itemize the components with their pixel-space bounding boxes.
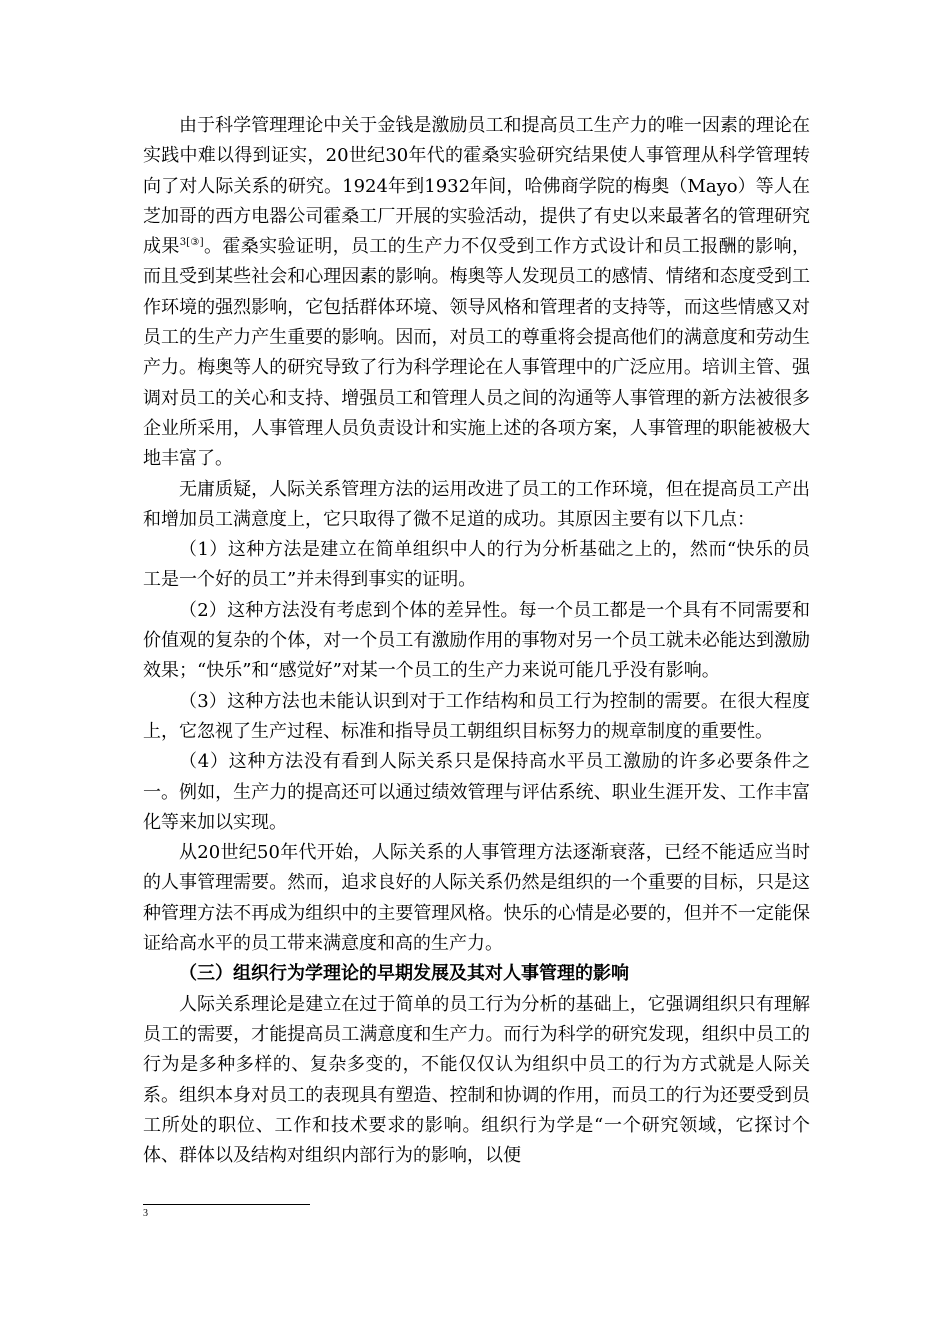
paragraph-org-behavior: 人际关系理论是建立在过于简单的员工行为分析的基础上，它强调组织只有理解员工的需要，才能提高员工满意度和生产力。而行为科学的研究发现，组织中员工的行为是多种多样的、复杂多变的，不能仅仅认为组织中员工的行为方式就是人际关系。组织本身对员工的表现具有塑造、控制和协调的作用，而员工的行为还要受到员工所处的职位、工作和技术要求的影响。组织行为学是“一个研究领域，它探讨个体、群体以及结构对组织内部行为的影响，以便: [143, 993, 810, 1167]
paragraph-point-3: （3）这种方法也未能认识到对于工作结构和员工行为控制的需要。在很大程度上，它忽视了生产过程、标准和指导员工朝组织目标努力的规章制度的重要性。: [143, 690, 810, 742]
paragraph-point-4: （4）这种方法没有看到人际关系只是保持高水平员工激励的许多必要条件之一。例如，生产力的提高还可以通过绩效管理与评估系统、职业生涯开发、工作丰富化等来加以实现。: [143, 751, 810, 833]
paragraph-point-2: （2）这种方法没有考虑到个体的差异性。每一个员工都是一个具有不同需要和价值观的复杂的个体，对一个员工有激励作用的事物对另一个员工就未必能达到激励效果；“快乐”和“感觉好”对某一个员工的生产力来说可能几乎没有影响。: [143, 599, 810, 682]
footnote-number: 3: [143, 1208, 148, 1219]
body-text: [143, 111, 810, 1171]
footnote-divider: [143, 1204, 310, 1205]
paragraph-decline: 从20世纪50年代开始，人际关系的人事管理方法逐渐衰落，已经不能适应当时的人事管理需要。然而，追求良好的人际关系仍然是组织的一个重要的目标，只是这种管理方法不再成为组织中的主要管理风格。快乐的心情是必要的，但并不一定能保证给高水平的员工带来满意度和高的生产力。: [143, 842, 810, 955]
paragraph-point-1: （1）这种方法是建立在简单组织中人的行为分析基础之上的，然而“快乐的员工是一个好的员工”并未得到事实的证明。: [143, 539, 810, 591]
section-heading: （三）组织行为学理论的早期发展及其对人事管理的影响: [179, 963, 629, 985]
paragraph-hawthorne: 由于科学管理理论中关于金钱是激励员工和提高员工生产力的唯一因素的理论在实践中难以得到证实，20世纪30年代的霍桑实验研究结果使人事管理从科学管理转向了对人际关系的研究。1924年到1932年间，哈佛商学院的梅奥（Mayo）等人在芝加哥的西方电器公司霍桑工厂开展的实验活动，提供了有史以来最著名的管理研究成果$^{3[③]}$。霍桑实验证明，员工的生产力不仅受到工作方式设计和员工报酬的影响，而且受到某些社会和心理因素的影响。梅奥等人发现员工的感情、情绪和态度受到工作环境的强烈影响，它包括群体环境、领导风格和管理者的支持等，而这些情感又对员工的生产力产生重要的影响。因而，对员工的尊重将会提高他们的满意度和劳动生产力。梅奥等人的研究导致了行为科学理论在人事管理中的广泛应用。培训主管、强调对员工的关心和支持、增强员工和管理人员之间的沟通等人事管理的新方法被很多企业所采用，人事管理人员负责设计和实施上述的各项方案，人事管理的职能被极大地丰富了。: [143, 115, 810, 470]
paragraph-limitations-intro: 无庸质疑，人际关系管理方法的运用改进了员工的工作环境，但在提高员工产出和增加员工满意度上，它只取得了微不足道的成功。其原因主要有以下几点：: [143, 478, 810, 530]
citation-ref[interactable]: 3[③]: [179, 237, 204, 249]
